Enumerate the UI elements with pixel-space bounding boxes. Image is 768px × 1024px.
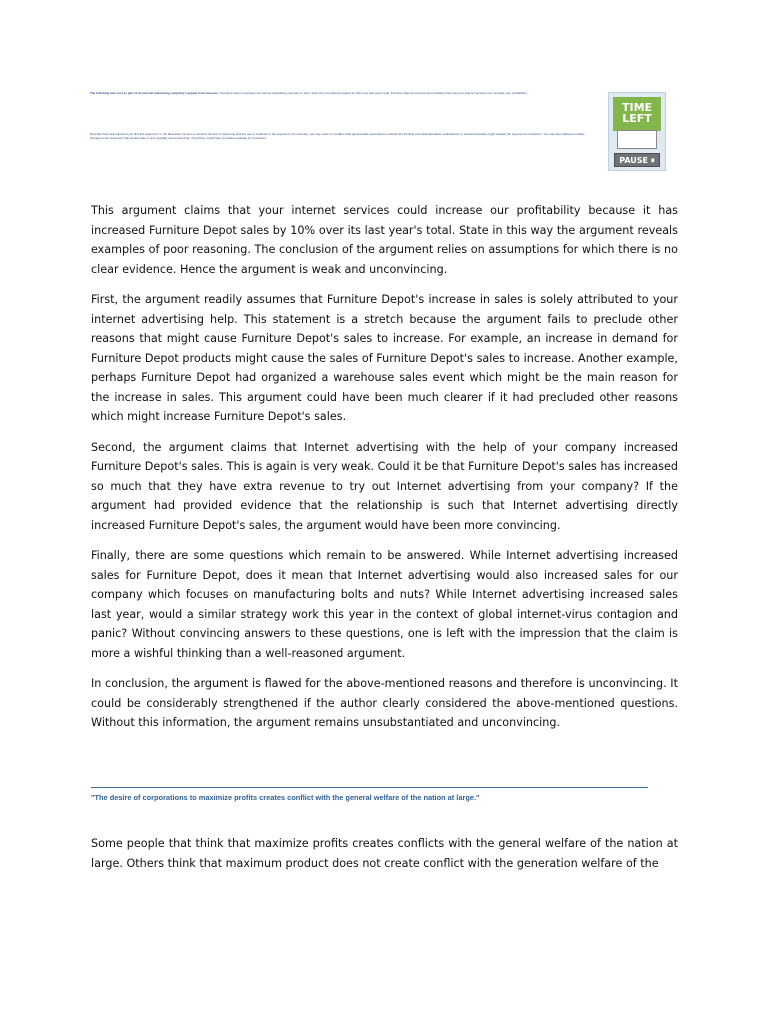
essay-body <box>91 201 678 744</box>
issue-prompt-quote: "The desire of corporations to maximize profits creates conflict with the general welfare of the nation at large." <box>91 793 480 802</box>
essay-paragraph-5: In conclusion, the argument is flawed for the above-mentioned reasons and therefore is unconvincing. It could be considerably strengthened if the author clearly considered the above-mentioned questions. Without this information, the argument remains unsubstantiated and unconvincing. <box>91 677 678 729</box>
timer-display <box>617 130 657 149</box>
essay-paragraph-3: Second, the argument claims that Internet advertising with the help of your company increased Furniture Depot's sales. This is again is very weak. Could it be that Furniture Depot's sales has increased so much that they have extra revenue to try out Internet advertising from your company? If the argument had provided evidence that the relationship is such that Internet advertising directly increased Furniture Depot's sales, the argument would have been more convincing. <box>91 440 678 532</box>
essay-paragraph-2: First, the argument readily assumes that Furniture Depot's increase in sales is solely attributed to your internet advertising help. This statement is a stretch because the argument fails to preclude other reasons that might cause Furniture Depot's sales to increase. For example, an increase in demand for Furniture Depot products might cause the sales of Furniture Depot's sales to increase. Another example, perhaps Furniture Depot had organized a warehouse sales event which might be the main reason for the increase in sales. This argument could have been much clearer if it had precluded other reasons which might increase Furniture Depot's sales. <box>91 293 678 423</box>
section-divider <box>91 787 648 788</box>
essay2-paragraph-1: Some people that think that maximize profits creates conflicts with the general welfare of the nation at large. Others think that maximum product does not create conflict with the generation welfare of the <box>91 837 678 870</box>
timer-widget <box>608 92 666 171</box>
essay-paragraph-1: This argument claims that your internet services could increase our profitability because it has increased Furniture Depot sales by 10% over its last year's total. State in this way the argument reveals examples of poor reasoning. The conclusion of the argument relies on assumptions for which there is no clear evidence. Hence the argument is weak and unconvincing. <box>91 204 678 276</box>
pause-button[interactable]: PAUSE ⏸ <box>614 153 660 167</box>
timer-header <box>613 97 661 131</box>
prompt-intro-text: "Furniture Depot employed our internet advertising company to help. Since then its sales increased by 10% over last year's total. Furniture Depot's success demonstrates how using our internet services can increase your profitability." <box>218 91 528 95</box>
prompt-instructions: Describe how well reasoned you find this argument. In the discussion be sure to analyze the line of reasoning and the use of evidence in the argument. For example, you may need to consider what questionable assumptions underlie the thinking and what alternative explanations or counterexamples might weaken the argument's conclusion. You may also address possible changes to the argument that would make it more logically sound and what, if anything, would help you better evaluate its conclusion. <box>90 132 585 140</box>
timer-label-line2: LEFT <box>622 112 652 125</box>
timer-label-line1: TIME <box>621 101 653 114</box>
essay-paragraph-4: Finally, there are some questions which remain to be answered. While Internet advertising increased sales for Furniture Depot, does it mean that Internet advertising would also increased sales for our company which focuses on manufacturing bolts and nuts? While Internet advertising increased sales last year, would a similar strategy work this year in the context of global internet-virus contagion and panic? Without convincing answers to these questions, one is left with the impression that the claim is more a wishful thinking than a well-reasoned argument. <box>91 549 678 660</box>
argument-prompt <box>90 91 590 95</box>
prompt-intro-bold: The following was sent as part of an internet advertising company's appeal to businesses: <box>90 91 219 95</box>
